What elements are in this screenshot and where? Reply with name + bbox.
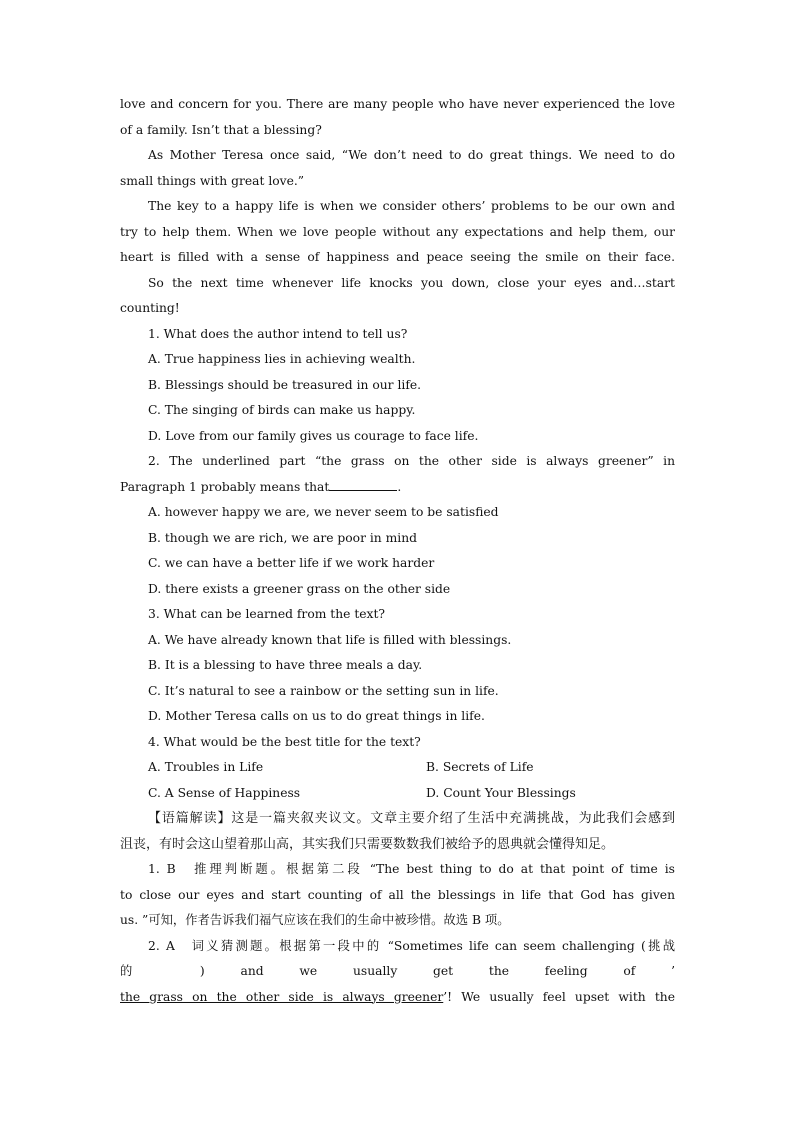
question-3-option-a: A. We have already known that life is filled with blessings.: [148, 632, 512, 647]
answer-2-word: ): [199, 964, 205, 978]
answer-1-conclusion: us. ”可知，作者告诉我们福气应该在我们的生命中被珍惜。故选 B 项。: [120, 913, 510, 927]
question-4-option-c: C. A Sense of Happiness: [148, 785, 301, 800]
passage-line: counting!: [120, 301, 180, 315]
answer-2-word: ’: [671, 964, 675, 978]
question-2-period: .: [397, 479, 402, 494]
answer-2-word: the: [488, 964, 510, 978]
analysis-intro-continued: 沮丧，有时会这山望着那山高，其实我们只需要数数我们被给予的恩典就会懂得知足。: [120, 836, 615, 852]
passage-line: small things with great love.”: [120, 173, 305, 188]
question-3-option-d: D. Mother Teresa calls on us to do great things in life.: [148, 709, 485, 723]
question-4-option-b: B. Secrets of Life: [426, 760, 534, 774]
answer-1: 1. B 推理判断题。根据第二段 “The best thing to do at that point of time is: [148, 862, 675, 876]
question-2-option-a: A. however happy we are, we never seem to be satisfied: [148, 505, 499, 519]
passage-line: heart is filled with a sense of happiness and peace seeing the smile on their face.: [120, 250, 675, 264]
passage-line: love and concern for you. There are many people who have never experienced the love: [120, 97, 675, 111]
passage-line: As Mother Teresa once said, “We don’t need to do great things. We need to do: [148, 148, 675, 162]
question-1-option-c: C. The singing of birds can make us happy.: [148, 403, 416, 417]
passage-line: So the next time whenever life knocks you down, close your eyes and…start: [148, 275, 675, 290]
question-2-option-c: C. we can have a better life if we work harder: [148, 556, 435, 570]
question-2-text: Paragraph 1 probably means that: [120, 479, 330, 494]
answer-2-quote-line: [120, 985, 675, 1011]
question-1-option-a: A. True happiness lies in achieving wealth.: [148, 352, 416, 366]
question-4-options-row: [120, 755, 675, 781]
underlined-phrase: the grass on the other side is always greener: [120, 989, 444, 1004]
passage-line: try to help them. When we love people without any expectations and help them, our: [120, 224, 675, 239]
answer-2-continued: [120, 959, 675, 985]
answer-2-word: feeling: [544, 964, 588, 978]
question-1-option-b: B. Blessings should be treasured in our life.: [148, 377, 422, 392]
question-2-option-d: D. there exists a greener grass on the other side: [148, 581, 451, 596]
question-4-option-d: D. Count Your Blessings: [426, 785, 576, 800]
passage-line: of a family. Isn’t that a blessing?: [120, 122, 322, 137]
answer-2-word: usually: [352, 964, 398, 978]
question-4: 4. What would be the best title for the text?: [148, 734, 421, 749]
question-2-option-b: B. though we are rich, we are poor in mind: [148, 530, 418, 545]
answer-2-word: get: [433, 964, 454, 978]
answer-2-word: of: [623, 964, 636, 978]
answer-2-word: 的: [120, 964, 165, 978]
question-3-option-b: B. It is a blessing to have three meals a day.: [148, 658, 423, 672]
question-1-option-d: D. Love from our family gives us courage to face life.: [148, 428, 479, 443]
document-body: [120, 92, 675, 1010]
passage-line: The key to a happy life is when we consider others’ problems to be our own and: [148, 199, 675, 213]
question-1: 1. What does the author intend to tell us?: [148, 326, 408, 341]
question-4-option-a: A. Troubles in Life: [148, 760, 264, 774]
answer-2-quote-rest: ’! We usually feel upset with the: [443, 989, 675, 1004]
answer-2-word: and: [240, 964, 264, 978]
question-3-option-c: C. It’s natural to see a rainbow or the setting sun in life.: [148, 683, 499, 698]
answer-blank: [329, 478, 397, 491]
question-2: 2. The underlined part “the grass on the other side is always greener” in: [148, 454, 675, 468]
question-2-continued: [120, 475, 675, 501]
answer-1-continued: to close our eyes and start counting of all the blessings in life that God has given: [120, 887, 675, 902]
analysis-intro: 【语篇解读】这是一篇夹叙夹议文。文章主要介绍了生活中充满挑战，为此我们会感到: [148, 811, 675, 826]
question-4-options-row: [120, 781, 675, 807]
answer-2-word: we: [299, 964, 318, 978]
question-3: 3. What can be learned from the text?: [148, 607, 386, 621]
answer-2: 2. A 词义猜测题。根据第一段中的 “Sometimes life can seem challenging (挑战: [148, 938, 675, 953]
